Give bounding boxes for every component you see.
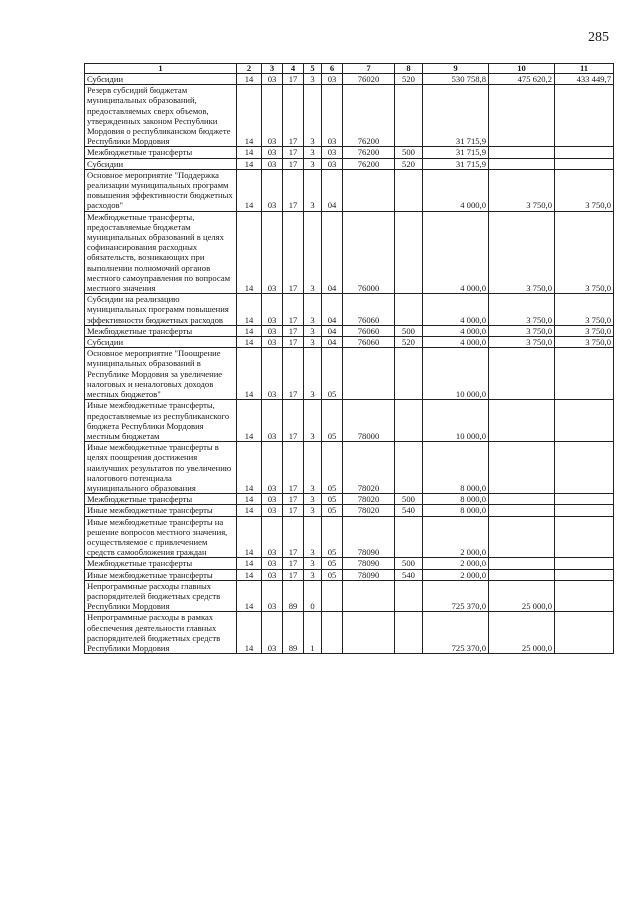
code-5-cell: 3 [304,325,322,336]
amount-11-cell [555,558,614,569]
amount-10-cell: 3 750,0 [489,169,555,211]
code-7-cell: 78090 [343,558,395,569]
amount-10-cell [489,442,555,494]
code-4-cell: 17 [283,442,304,494]
table-row [85,85,614,147]
code-4-cell: 17 [283,74,304,85]
amount-9-cell: 2 000,0 [423,569,489,580]
code-5-cell: 3 [304,442,322,494]
amount-10-cell [489,516,555,558]
amount-11-cell: 3 750,0 [555,337,614,348]
code-2-cell: 14 [237,158,262,169]
code-2-cell: 14 [237,325,262,336]
code-8-cell [395,580,423,612]
row-name-cell: Межбюджетные трансферты [85,558,237,569]
code-6-cell: 04 [322,211,343,294]
table-row [85,505,614,516]
code-7-cell: 76200 [343,147,395,158]
code-7-cell: 76060 [343,294,395,326]
header-cell: 2 [237,64,262,74]
table-body [85,74,614,654]
code-6-cell: 05 [322,494,343,505]
code-6-cell [322,612,343,654]
code-4-cell: 17 [283,169,304,211]
row-name-cell: Иные межбюджетные трансферты [85,569,237,580]
code-7-cell [343,169,395,211]
table-row [85,294,614,326]
row-name-cell: Субсидии [85,337,237,348]
code-7-cell: 76060 [343,325,395,336]
code-2-cell: 14 [237,169,262,211]
row-name-cell: Непрограммные расходы главных распорядителей бюджетных средств Республики Мордовия [85,580,237,612]
code-8-cell [395,294,423,326]
code-6-cell: 04 [322,169,343,211]
code-8-cell [395,442,423,494]
amount-10-cell [489,505,555,516]
code-6-cell: 03 [322,158,343,169]
code-5-cell: 3 [304,169,322,211]
code-3-cell: 03 [262,158,283,169]
amount-11-cell [555,612,614,654]
code-5-cell: 3 [304,516,322,558]
row-name-cell: Межбюджетные трансферты [85,147,237,158]
amount-9-cell: 530 758,8 [423,74,489,85]
row-name-cell: Иные межбюджетные трансферты в целях поощрения достижения наилучших результатов по увеличению налогового потенциала муниципального образования [85,442,237,494]
code-7-cell: 76200 [343,158,395,169]
amount-11-cell [555,348,614,400]
amount-9-cell: 4 000,0 [423,325,489,336]
row-name-cell: Иные межбюджетные трансферты, предоставляемые из республиканского бюджета Республики Мордовия местным бюджетам [85,400,237,442]
table-row [85,442,614,494]
amount-10-cell [489,85,555,147]
amount-11-cell [555,516,614,558]
code-2-cell: 14 [237,337,262,348]
code-2-cell: 14 [237,580,262,612]
code-5-cell: 1 [304,612,322,654]
code-3-cell: 03 [262,211,283,294]
table-row [85,400,614,442]
code-2-cell: 14 [237,74,262,85]
code-6-cell: 04 [322,337,343,348]
code-7-cell: 78000 [343,400,395,442]
code-4-cell: 17 [283,211,304,294]
table-row [85,516,614,558]
amount-10-cell [489,147,555,158]
code-3-cell: 03 [262,580,283,612]
amount-11-cell [555,580,614,612]
code-3-cell: 03 [262,74,283,85]
code-3-cell: 03 [262,348,283,400]
code-7-cell: 78020 [343,442,395,494]
code-5-cell: 3 [304,569,322,580]
code-6-cell: 03 [322,74,343,85]
header-cell: 7 [343,64,395,74]
code-8-cell: 500 [395,558,423,569]
table-row [85,348,614,400]
code-6-cell: 03 [322,147,343,158]
amount-10-cell: 25 000,0 [489,580,555,612]
code-2-cell: 14 [237,400,262,442]
code-6-cell: 04 [322,325,343,336]
row-name-cell: Субсидии на реализацию муниципальных программ повышения эффективности бюджетных расходов [85,294,237,326]
code-3-cell: 03 [262,294,283,326]
header-cell: 4 [283,64,304,74]
code-4-cell: 17 [283,494,304,505]
amount-9-cell: 8 000,0 [423,505,489,516]
table-row [85,580,614,612]
amount-10-cell [489,400,555,442]
header-cell: 6 [322,64,343,74]
code-2-cell: 14 [237,147,262,158]
amount-9-cell: 725 370,0 [423,612,489,654]
code-5-cell: 3 [304,74,322,85]
code-4-cell: 17 [283,325,304,336]
code-2-cell: 14 [237,612,262,654]
amount-10-cell: 3 750,0 [489,325,555,336]
code-6-cell: 05 [322,400,343,442]
header-cell: 1 [85,64,237,74]
code-3-cell: 03 [262,337,283,348]
table-row [85,74,614,85]
row-name-cell: Межбюджетные трансферты [85,325,237,336]
amount-9-cell: 2 000,0 [423,516,489,558]
code-4-cell: 89 [283,612,304,654]
code-8-cell: 520 [395,158,423,169]
code-3-cell: 03 [262,612,283,654]
code-8-cell: 540 [395,569,423,580]
code-2-cell: 14 [237,85,262,147]
code-8-cell [395,169,423,211]
amount-9-cell: 8 000,0 [423,442,489,494]
code-8-cell [395,612,423,654]
code-4-cell: 17 [283,158,304,169]
code-3-cell: 03 [262,516,283,558]
amount-10-cell: 3 750,0 [489,337,555,348]
amount-9-cell: 31 715,9 [423,158,489,169]
table-header-row [85,64,614,74]
code-4-cell: 17 [283,348,304,400]
table-row [85,158,614,169]
code-3-cell: 03 [262,558,283,569]
code-8-cell: 520 [395,74,423,85]
code-5-cell: 3 [304,400,322,442]
header-cell: 5 [304,64,322,74]
code-5-cell: 3 [304,158,322,169]
row-name-cell: Субсидии [85,158,237,169]
code-8-cell [395,516,423,558]
amount-10-cell [489,348,555,400]
amount-11-cell [555,85,614,147]
code-5-cell: 3 [304,337,322,348]
code-6-cell: 03 [322,85,343,147]
code-8-cell: 500 [395,494,423,505]
amount-11-cell [555,147,614,158]
header-cell: 11 [555,64,614,74]
code-3-cell: 03 [262,85,283,147]
amount-9-cell: 4 000,0 [423,169,489,211]
table-row [85,558,614,569]
amount-9-cell: 8 000,0 [423,494,489,505]
code-7-cell [343,580,395,612]
row-name-cell: Основное мероприятие "Поощрение муниципальных образований в Республике Мордовия за увеличение налоговых и неналоговых доходов местных бюджетов" [85,348,237,400]
amount-9-cell: 31 715,9 [423,85,489,147]
code-5-cell: 3 [304,294,322,326]
row-name-cell: Межбюджетные трансферты, предоставляемые бюджетам муниципальных образований в целях софинансирования расходных обязательств, возникающих при выполнении полномочий органов местного самоуправления по вопросам местного значения [85,211,237,294]
row-name-cell: Резерв субсидий бюджетам муниципальных образований, предоставляемых сверх объемов, утвержденных законом Республики Мордовия о республиканском бюджете Республики Мордовия [85,85,237,147]
code-7-cell: 76060 [343,337,395,348]
code-6-cell: 05 [322,569,343,580]
code-8-cell: 520 [395,337,423,348]
code-7-cell: 78090 [343,569,395,580]
amount-10-cell: 25 000,0 [489,612,555,654]
code-6-cell: 05 [322,505,343,516]
code-2-cell: 14 [237,505,262,516]
code-2-cell: 14 [237,558,262,569]
code-8-cell [395,348,423,400]
code-3-cell: 03 [262,494,283,505]
amount-9-cell: 10 000,0 [423,348,489,400]
amount-9-cell: 725 370,0 [423,580,489,612]
code-7-cell: 76000 [343,211,395,294]
code-4-cell: 17 [283,516,304,558]
code-6-cell: 05 [322,348,343,400]
code-2-cell: 14 [237,516,262,558]
amount-9-cell: 4 000,0 [423,337,489,348]
amount-11-cell [555,494,614,505]
table-row [85,612,614,654]
code-7-cell [343,612,395,654]
code-8-cell: 500 [395,325,423,336]
code-8-cell [395,211,423,294]
amount-11-cell [555,505,614,516]
code-4-cell: 17 [283,569,304,580]
code-2-cell: 14 [237,494,262,505]
code-5-cell: 3 [304,211,322,294]
amount-10-cell [489,569,555,580]
code-4-cell: 17 [283,147,304,158]
code-7-cell: 76020 [343,74,395,85]
table-row [85,325,614,336]
code-2-cell: 14 [237,442,262,494]
amount-9-cell: 10 000,0 [423,400,489,442]
row-name-cell: Субсидии [85,74,237,85]
code-5-cell: 3 [304,147,322,158]
code-8-cell [395,400,423,442]
code-6-cell: 04 [322,294,343,326]
header-cell: 9 [423,64,489,74]
amount-11-cell: 3 750,0 [555,294,614,326]
code-7-cell: 78020 [343,494,395,505]
amount-10-cell [489,558,555,569]
amount-11-cell: 433 449,7 [555,74,614,85]
amount-10-cell: 3 750,0 [489,211,555,294]
page-number: 285 [588,30,609,45]
row-name-cell: Непрограммные расходы в рамках обеспечения деятельности главных распорядителей бюджетных средств Республики Мордовия [85,612,237,654]
code-3-cell: 03 [262,569,283,580]
code-8-cell [395,85,423,147]
code-5-cell: 3 [304,505,322,516]
table-row [85,211,614,294]
header-cell: 10 [489,64,555,74]
code-5-cell: 3 [304,558,322,569]
amount-10-cell: 3 750,0 [489,294,555,326]
amount-9-cell: 2 000,0 [423,558,489,569]
code-4-cell: 17 [283,505,304,516]
code-7-cell: 76200 [343,85,395,147]
amount-11-cell [555,400,614,442]
code-7-cell: 78020 [343,505,395,516]
code-4-cell: 17 [283,400,304,442]
code-6-cell: 05 [322,442,343,494]
table-row [85,494,614,505]
amount-11-cell: 3 750,0 [555,211,614,294]
amount-11-cell [555,569,614,580]
table-row [85,337,614,348]
budget-table [84,63,614,654]
code-4-cell: 17 [283,85,304,147]
code-7-cell: 78090 [343,516,395,558]
code-8-cell: 500 [395,147,423,158]
amount-11-cell [555,442,614,494]
code-3-cell: 03 [262,169,283,211]
code-4-cell: 17 [283,294,304,326]
row-name-cell: Иные межбюджетные трансферты [85,505,237,516]
amount-9-cell: 31 715,9 [423,147,489,158]
code-4-cell: 17 [283,558,304,569]
amount-9-cell: 4 000,0 [423,294,489,326]
row-name-cell: Межбюджетные трансферты [85,494,237,505]
code-2-cell: 14 [237,348,262,400]
code-5-cell: 3 [304,348,322,400]
header-cell: 3 [262,64,283,74]
code-7-cell [343,348,395,400]
table-row [85,147,614,158]
code-2-cell: 14 [237,294,262,326]
code-3-cell: 03 [262,505,283,516]
code-2-cell: 14 [237,569,262,580]
table-row [85,569,614,580]
header-cell: 8 [395,64,423,74]
row-name-cell: Иные межбюджетные трансферты на решение вопросов местного значения, осуществляемое с привлечением средств самообложения граждан [85,516,237,558]
code-5-cell: 0 [304,580,322,612]
code-5-cell: 3 [304,494,322,505]
code-4-cell: 89 [283,580,304,612]
code-3-cell: 03 [262,147,283,158]
code-3-cell: 03 [262,400,283,442]
amount-11-cell: 3 750,0 [555,169,614,211]
code-6-cell [322,580,343,612]
code-6-cell: 05 [322,558,343,569]
code-8-cell: 540 [395,505,423,516]
amount-9-cell: 4 000,0 [423,211,489,294]
amount-11-cell: 3 750,0 [555,325,614,336]
amount-10-cell [489,494,555,505]
amount-10-cell [489,158,555,169]
amount-10-cell: 475 620,2 [489,74,555,85]
code-3-cell: 03 [262,442,283,494]
amount-11-cell [555,158,614,169]
code-6-cell: 05 [322,516,343,558]
code-5-cell: 3 [304,85,322,147]
table-row [85,169,614,211]
row-name-cell: Основное мероприятие "Поддержка реализации муниципальных программ повышения эффективности бюджетных расходов" [85,169,237,211]
code-3-cell: 03 [262,325,283,336]
code-4-cell: 17 [283,337,304,348]
code-2-cell: 14 [237,211,262,294]
